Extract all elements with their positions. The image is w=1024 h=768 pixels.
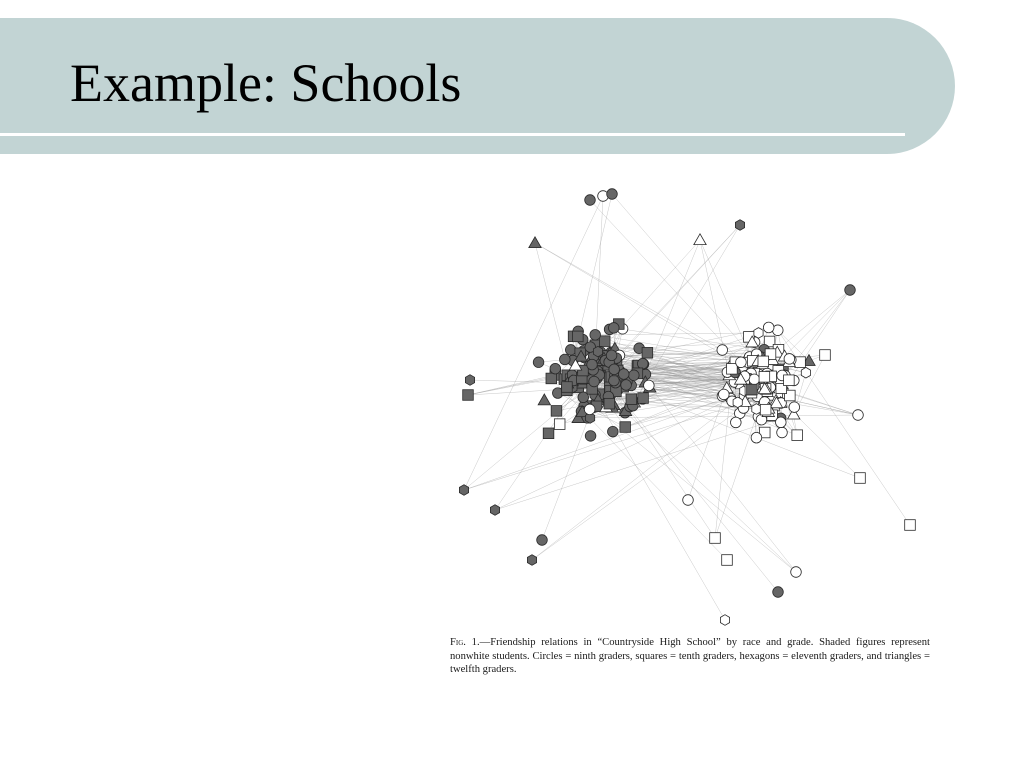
shaded-tenth-grader-square xyxy=(573,331,584,342)
open-tenth-grader-square xyxy=(758,356,769,367)
network-figure xyxy=(440,180,940,700)
figure-label: Fig. 1. xyxy=(450,637,480,648)
open-twelfth-grader-triangle xyxy=(694,234,706,245)
shaded-ninth-grader-circle xyxy=(629,370,640,381)
shaded-eleventh-grader-hexagon xyxy=(465,375,474,386)
friendship-edge xyxy=(468,375,555,395)
shaded-ninth-grader-circle xyxy=(845,285,856,296)
shaded-ninth-grader-circle xyxy=(606,350,617,361)
friendship-edge xyxy=(495,387,578,510)
shaded-ninth-grader-circle xyxy=(609,364,620,375)
open-ninth-grader-circle xyxy=(791,567,802,578)
shaded-tenth-grader-square xyxy=(747,384,758,395)
open-ninth-grader-circle xyxy=(644,380,655,391)
open-tenth-grader-square xyxy=(792,430,803,441)
friendship-edge xyxy=(535,243,565,359)
shaded-ninth-grader-circle xyxy=(608,323,619,334)
open-eleventh-grader-hexagon xyxy=(801,367,810,378)
open-ninth-grader-circle xyxy=(736,357,747,368)
shaded-tenth-grader-square xyxy=(642,347,653,358)
open-ninth-grader-circle xyxy=(853,410,864,421)
shaded-ninth-grader-circle xyxy=(773,587,784,598)
shaded-tenth-grader-square xyxy=(638,393,649,404)
figure-caption xyxy=(450,636,930,677)
friendship-network xyxy=(440,180,940,630)
open-ninth-grader-circle xyxy=(751,432,762,443)
open-eleventh-grader-hexagon xyxy=(754,328,763,339)
shaded-ninth-grader-circle xyxy=(585,195,596,206)
shaded-twelfth-grader-triangle xyxy=(538,394,550,405)
shaded-ninth-grader-circle xyxy=(565,345,576,356)
open-tenth-grader-square xyxy=(722,555,733,566)
open-ninth-grader-circle xyxy=(784,354,795,365)
shaded-eleventh-grader-hexagon xyxy=(490,505,499,516)
shaded-tenth-grader-square xyxy=(551,406,562,417)
shaded-ninth-grader-circle xyxy=(533,357,544,368)
shaded-ninth-grader-circle xyxy=(537,535,548,546)
open-ninth-grader-circle xyxy=(749,374,760,385)
open-tenth-grader-square xyxy=(760,404,771,415)
slide-title: Example: Schools xyxy=(70,53,462,113)
open-ninth-grader-circle xyxy=(789,402,800,413)
open-tenth-grader-square xyxy=(855,473,866,484)
shaded-ninth-grader-circle xyxy=(550,363,561,374)
friendship-edge xyxy=(542,405,593,540)
friendship-edge xyxy=(464,392,777,490)
shaded-twelfth-grader-triangle xyxy=(529,237,541,248)
open-ninth-grader-circle xyxy=(776,417,787,428)
shaded-tenth-grader-square xyxy=(562,382,573,393)
shaded-eleventh-grader-hexagon xyxy=(735,220,744,231)
shaded-ninth-grader-circle xyxy=(590,330,601,341)
open-ninth-grader-circle xyxy=(731,417,742,428)
shaded-tenth-grader-square xyxy=(626,394,637,405)
shaded-tenth-grader-square xyxy=(546,373,557,384)
open-tenth-grader-square xyxy=(759,372,770,383)
friendship-edge xyxy=(464,382,594,490)
open-ninth-grader-circle xyxy=(763,322,774,333)
shaded-ninth-grader-circle xyxy=(589,376,600,387)
open-ninth-grader-circle xyxy=(584,404,595,415)
shaded-tenth-grader-square xyxy=(543,428,554,439)
shaded-eleventh-grader-hexagon xyxy=(593,346,602,357)
open-ninth-grader-circle xyxy=(719,389,730,400)
shaded-eleventh-grader-hexagon xyxy=(459,485,468,496)
open-tenth-grader-square xyxy=(727,364,738,375)
open-eleventh-grader-hexagon xyxy=(733,397,742,408)
shaded-tenth-grader-square xyxy=(599,336,610,347)
shaded-ninth-grader-circle xyxy=(585,431,596,442)
shaded-ninth-grader-circle xyxy=(621,380,632,391)
open-eleventh-grader-hexagon xyxy=(752,404,761,415)
open-tenth-grader-square xyxy=(784,375,795,386)
shaded-ninth-grader-circle xyxy=(618,369,629,380)
shaded-ninth-grader-circle xyxy=(609,375,620,386)
shaded-ninth-grader-circle xyxy=(578,392,589,403)
shaded-tenth-grader-square xyxy=(604,398,615,409)
open-ninth-grader-circle xyxy=(683,495,694,506)
shaded-ninth-grader-circle xyxy=(637,358,648,369)
figure-caption-text: —Friendship relations in “Countryside High School” by race and grade. Shaded figures represent nonwhite students. Circles = ninth graders, squares = tenth graders, hexagons = eleventh graders, and triangles = twelfth graders. xyxy=(450,637,930,675)
open-tenth-grader-square xyxy=(795,357,806,368)
open-ninth-grader-circle xyxy=(777,427,788,438)
shaded-tenth-grader-square xyxy=(620,422,631,433)
shaded-tenth-grader-square xyxy=(463,390,474,401)
shaded-eleventh-grader-hexagon xyxy=(527,555,536,566)
shaded-ninth-grader-circle xyxy=(560,354,571,365)
open-tenth-grader-square xyxy=(554,419,565,430)
open-tenth-grader-square xyxy=(710,533,721,544)
title-underline xyxy=(0,133,905,136)
shaded-ninth-grader-circle xyxy=(607,189,618,200)
shaded-ninth-grader-circle xyxy=(608,426,619,437)
open-tenth-grader-square xyxy=(820,350,831,361)
open-eleventh-grader-hexagon xyxy=(720,615,729,626)
open-ninth-grader-circle xyxy=(717,345,728,356)
open-tenth-grader-square xyxy=(905,520,916,531)
shaded-ninth-grader-circle xyxy=(587,359,598,370)
